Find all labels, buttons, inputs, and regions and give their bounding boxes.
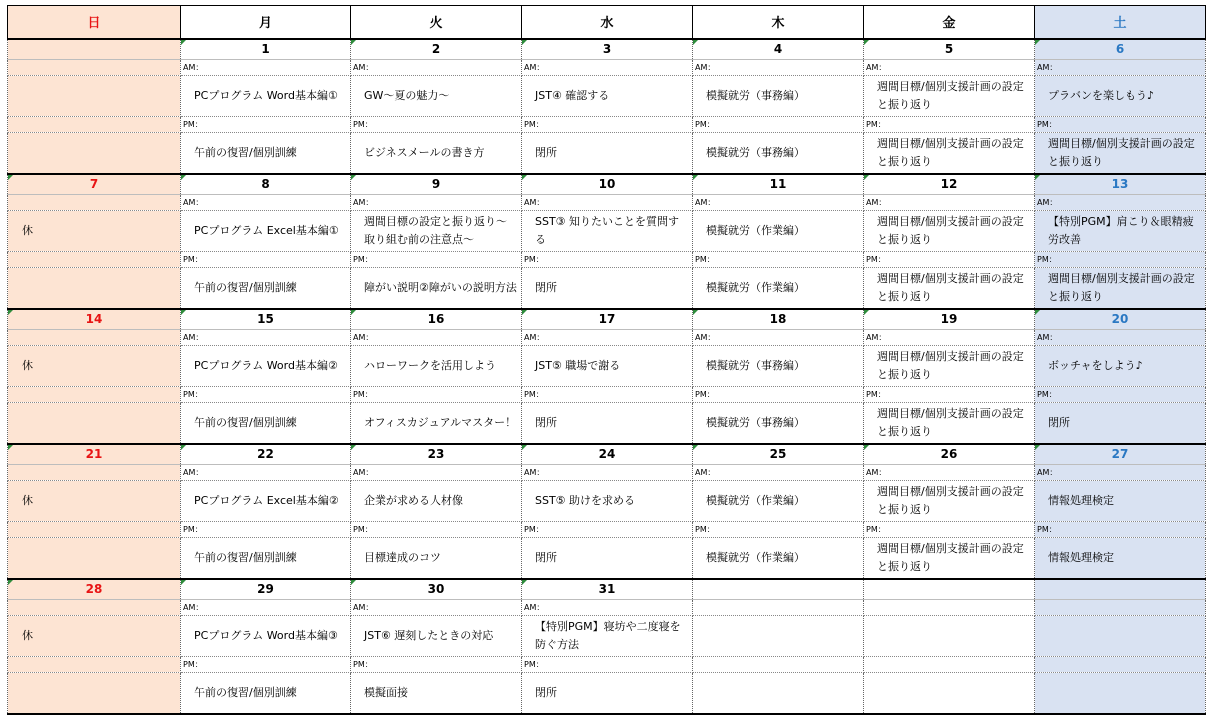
am-label-cell-thu[interactable]: AM： [693,60,864,76]
am-activity-cell-tue[interactable]: 企業が求める人材像 [351,481,522,522]
pm-activity-cell-mon[interactable]: 午前の復習/個別訓練 [181,268,351,309]
am-activity-cell-fri[interactable]: 週間目標/個別支援計画の設定と振り返り [864,76,1035,117]
pm-label-cell-mon[interactable]: PM： [181,117,351,133]
am-label-cell-sun[interactable] [8,465,181,481]
pm-label-cell-sat[interactable]: PM： [1035,387,1206,403]
pm-label-cell-sun[interactable] [8,522,181,538]
date-cell-tue[interactable]: 2 [351,39,522,60]
am-label-cell-sat[interactable]: AM： [1035,465,1206,481]
am-activity-cell-wed[interactable]: SST③ 知りたいことを質問する [522,211,693,252]
pm-activity-cell-thu[interactable]: 模擬就労（事務編） [693,403,864,444]
pm-label-cell-thu[interactable]: PM： [693,117,864,133]
am-activity-cell-wed[interactable]: JST④ 確認する [522,76,693,117]
week-2-dates-row [8,174,1206,195]
weekday-header-tue[interactable]: 火 [351,6,522,39]
pm-activity-cell-sat[interactable]: 情報処理検定 [1035,538,1206,579]
pm-label-cell-wed[interactable]: PM： [522,522,693,538]
date-cell-tue[interactable]: 9 [351,174,522,195]
am-activity-cell-thu[interactable]: 模擬就労（作業編） [693,481,864,522]
am-label-cell-thu[interactable]: AM： [693,330,864,346]
date-cell-mon[interactable]: 1 [181,39,351,60]
date-cell-fri[interactable]: 5 [864,39,1035,60]
am-label-cell-thu[interactable]: AM： [693,465,864,481]
pm-activity-cell-fri[interactable]: 週間目標/個別支援計画の設定と振り返り [864,538,1035,579]
date-cell-wed[interactable]: 31 [522,579,693,600]
am-label-cell-thu[interactable]: AM： [693,195,864,211]
pm-label-cell-wed[interactable]: PM： [522,117,693,133]
am-activity-cell-thu[interactable]: 模擬就労（事務編） [693,76,864,117]
am-activity-cell-fri[interactable]: 週間目標/個別支援計画の設定と振り返り [864,211,1035,252]
week-3-pm-row [8,403,1206,444]
pm-activity-cell-sun[interactable] [8,403,181,444]
am-activity-cell-tue[interactable]: 週間目標の設定と振り返り～取り組む前の注意点～ [351,211,522,252]
pm-activity-cell-sun[interactable] [8,538,181,579]
am-activity-cell-fri[interactable]: 週間目標/個別支援計画の設定と振り返り [864,346,1035,387]
pm-activity-cell-thu[interactable]: 模擬就労（作業編） [693,538,864,579]
date-cell-thu[interactable]: 4 [693,39,864,60]
date-cell-wed[interactable]: 10 [522,174,693,195]
pm-label-cell-sun[interactable] [8,387,181,403]
pm-activity-cell-sun[interactable] [8,268,181,309]
pm-label-cell-fri[interactable] [864,657,1035,673]
week-2-pm-row [8,268,1206,309]
monthly-schedule-calendar [7,5,1205,715]
am-label-cell-thu[interactable] [693,600,864,616]
pm-activity-cell-fri[interactable] [864,673,1035,714]
pm-activity-cell-mon[interactable]: 午前の復習/個別訓練 [181,673,351,714]
am-activity-cell-mon[interactable]: PCプログラム Excel基本編① [181,211,351,252]
pm-activity-cell-sun[interactable] [8,673,181,714]
date-cell-tue[interactable]: 30 [351,579,522,600]
pm-activity-cell-tue[interactable]: オフィスカジュアルマスター！ [351,403,522,444]
pm-label-cell-mon[interactable]: PM： [181,657,351,673]
pm-label-cell-wed[interactable]: PM： [522,387,693,403]
date-cell-wed[interactable]: 3 [522,39,693,60]
pm-label-cell-tue[interactable]: PM： [351,117,522,133]
pm-label-cell-sat[interactable]: PM： [1035,117,1206,133]
am-label-cell-wed[interactable]: AM： [522,330,693,346]
pm-activity-cell-mon[interactable]: 午前の復習/個別訓練 [181,403,351,444]
am-activity-cell-sat[interactable]: 情報処理検定 [1035,481,1206,522]
week-5-am-labels-row [8,600,1206,616]
date-cell-mon[interactable]: 22 [181,444,351,465]
week-1-pm-row [8,133,1206,174]
am-activity-cell-mon[interactable]: PCプログラム Word基本編③ [181,616,351,657]
date-cell-sun[interactable]: 7 [8,174,181,195]
date-cell-thu[interactable] [693,579,864,600]
pm-label-cell-tue[interactable]: PM： [351,252,522,268]
calendar-table [7,5,1206,715]
am-activity-cell-sun[interactable]: 休 [8,346,181,387]
am-activity-cell-thu[interactable]: 模擬就労（事務編） [693,346,864,387]
week-4-dates-row [8,444,1206,465]
week-5-pm-row [8,673,1206,714]
week-5-dates-row [8,579,1206,600]
date-cell-thu[interactable]: 11 [693,174,864,195]
pm-label-cell-sat[interactable] [1035,657,1206,673]
am-label-cell-fri[interactable]: AM： [864,60,1035,76]
am-label-cell-sat[interactable]: AM： [1035,60,1206,76]
am-label-cell-sat[interactable]: AM： [1035,195,1206,211]
am-label-cell-mon[interactable]: AM： [181,465,351,481]
pm-label-cell-fri[interactable]: PM： [864,387,1035,403]
pm-label-cell-thu[interactable]: PM： [693,252,864,268]
date-cell-sat[interactable]: 27 [1035,444,1206,465]
am-activity-cell-thu[interactable] [693,616,864,657]
date-cell-sun[interactable]: 14 [8,309,181,330]
am-activity-cell-sun[interactable] [8,76,181,117]
pm-activity-cell-thu[interactable]: 模擬就労（作業編） [693,268,864,309]
pm-activity-cell-thu[interactable]: 模擬就労（事務編） [693,133,864,174]
pm-activity-cell-sat[interactable] [1035,673,1206,714]
date-cell-mon[interactable]: 8 [181,174,351,195]
am-activity-cell-mon[interactable]: PCプログラム Excel基本編② [181,481,351,522]
pm-activity-cell-tue[interactable]: 目標達成のコツ [351,538,522,579]
pm-activity-cell-mon[interactable]: 午前の復習/個別訓練 [181,538,351,579]
am-label-cell-mon[interactable]: AM： [181,600,351,616]
week-4-am-labels-row [8,465,1206,481]
date-cell-fri[interactable]: 12 [864,174,1035,195]
am-activity-cell-fri[interactable]: 週間目標/個別支援計画の設定と振り返り [864,481,1035,522]
am-label-cell-sun[interactable] [8,195,181,211]
date-cell-mon[interactable]: 29 [181,579,351,600]
pm-label-cell-wed[interactable]: PM： [522,657,693,673]
date-cell-sun[interactable]: 28 [8,579,181,600]
pm-label-cell-sat[interactable]: PM： [1035,252,1206,268]
pm-label-cell-sun[interactable] [8,252,181,268]
am-label-cell-sun[interactable] [8,600,181,616]
am-activity-cell-tue[interactable]: ハローワークを活用しよう [351,346,522,387]
pm-label-cell-mon[interactable]: PM： [181,387,351,403]
am-activity-cell-sat[interactable]: プラバンを楽しもう♪ [1035,76,1206,117]
pm-label-cell-sat[interactable]: PM： [1035,522,1206,538]
am-label-cell-tue[interactable]: AM： [351,195,522,211]
week-2-am-row [8,211,1206,252]
weekday-header-row [8,6,1206,39]
pm-activity-cell-sat[interactable]: 週間目標/個別支援計画の設定と振り返り [1035,133,1206,174]
am-label-cell-wed[interactable]: AM： [522,195,693,211]
am-label-cell-sat[interactable] [1035,600,1206,616]
date-cell-sat[interactable]: 20 [1035,309,1206,330]
weekday-header-fri[interactable]: 金 [864,6,1035,39]
date-cell-sat[interactable] [1035,579,1206,600]
pm-label-cell-fri[interactable]: PM： [864,252,1035,268]
pm-activity-cell-sat[interactable]: 週間目標/個別支援計画の設定と振り返り [1035,268,1206,309]
am-label-cell-fri[interactable] [864,600,1035,616]
pm-activity-cell-mon[interactable]: 午前の復習/個別訓練 [181,133,351,174]
date-cell-sat[interactable]: 13 [1035,174,1206,195]
am-activity-cell-wed[interactable]: JST⑤ 職場で謝る [522,346,693,387]
am-activity-cell-sat[interactable]: 【特別PGM】肩こり＆眼精疲労改善 [1035,211,1206,252]
pm-activity-cell-wed[interactable]: 閉所 [522,268,693,309]
week-3-am-row [8,346,1206,387]
am-label-cell-tue[interactable]: AM： [351,330,522,346]
pm-activity-cell-sun[interactable] [8,133,181,174]
pm-label-cell-sun[interactable] [8,657,181,673]
am-label-cell-sun[interactable] [8,60,181,76]
pm-label-cell-fri[interactable]: PM： [864,522,1035,538]
pm-activity-cell-wed[interactable]: 閉所 [522,133,693,174]
am-label-cell-fri[interactable]: AM： [864,465,1035,481]
date-cell-fri[interactable] [864,579,1035,600]
am-label-cell-tue[interactable]: AM： [351,600,522,616]
pm-label-cell-tue[interactable]: PM： [351,657,522,673]
pm-label-cell-sun[interactable] [8,117,181,133]
pm-activity-cell-fri[interactable]: 週間目標/個別支援計画の設定と振り返り [864,403,1035,444]
am-activity-cell-sun[interactable]: 休 [8,616,181,657]
weekday-header-wed[interactable]: 水 [522,6,693,39]
date-cell-fri[interactable]: 26 [864,444,1035,465]
week-2-pm-labels-row [8,252,1206,268]
date-cell-wed[interactable]: 17 [522,309,693,330]
pm-activity-cell-tue[interactable]: ビジネスメールの書き方 [351,133,522,174]
am-activity-cell-sat[interactable] [1035,616,1206,657]
pm-activity-cell-fri[interactable]: 週間目標/個別支援計画の設定と振り返り [864,268,1035,309]
am-activity-cell-wed[interactable]: SST⑤ 助けを求める [522,481,693,522]
am-activity-cell-tue[interactable]: GW～夏の魅力～ [351,76,522,117]
weekday-header-sun[interactable]: 日 [8,6,181,39]
pm-label-cell-thu[interactable] [693,657,864,673]
date-cell-tue[interactable]: 23 [351,444,522,465]
week-1-am-labels-row [8,60,1206,76]
am-activity-cell-tue[interactable]: JST⑥ 遅刻したときの対応 [351,616,522,657]
date-cell-mon[interactable]: 15 [181,309,351,330]
pm-label-cell-fri[interactable]: PM： [864,117,1035,133]
week-3-pm-labels-row [8,387,1206,403]
week-5-pm-labels-row [8,657,1206,673]
am-activity-cell-sun[interactable]: 休 [8,211,181,252]
am-activity-cell-wed[interactable]: 【特別PGM】寝坊や二度寝を防ぐ方法 [522,616,693,657]
am-activity-cell-thu[interactable]: 模擬就労（作業編） [693,211,864,252]
date-cell-sun[interactable] [8,39,181,60]
am-label-cell-sat[interactable]: AM： [1035,330,1206,346]
week-1-dates-row [8,39,1206,60]
am-activity-cell-mon[interactable]: PCプログラム Word基本編② [181,346,351,387]
week-4-am-row [8,481,1206,522]
week-3-dates-row [8,309,1206,330]
date-cell-thu[interactable]: 25 [693,444,864,465]
pm-label-cell-wed[interactable]: PM： [522,252,693,268]
am-activity-cell-mon[interactable]: PCプログラム Word基本編① [181,76,351,117]
weekday-header-mon[interactable]: 月 [181,6,351,39]
pm-activity-cell-tue[interactable]: 障がい説明②障がいの説明方法 [351,268,522,309]
date-cell-wed[interactable]: 24 [522,444,693,465]
pm-activity-cell-thu[interactable] [693,673,864,714]
am-activity-cell-sat[interactable]: ボッチャをしよう♪ [1035,346,1206,387]
date-cell-tue[interactable]: 16 [351,309,522,330]
am-label-cell-wed[interactable]: AM： [522,600,693,616]
pm-label-cell-thu[interactable]: PM： [693,522,864,538]
date-cell-sat[interactable]: 6 [1035,39,1206,60]
pm-activity-cell-tue[interactable]: 模擬面接 [351,673,522,714]
week-1-am-row [8,76,1206,117]
pm-activity-cell-wed[interactable]: 閉所 [522,673,693,714]
weekday-header-sat[interactable]: 土 [1035,6,1206,39]
pm-label-cell-mon[interactable]: PM： [181,252,351,268]
am-label-cell-tue[interactable]: AM： [351,465,522,481]
pm-label-cell-tue[interactable]: PM： [351,387,522,403]
am-label-cell-wed[interactable]: AM： [522,465,693,481]
am-label-cell-sun[interactable] [8,330,181,346]
pm-label-cell-thu[interactable]: PM： [693,387,864,403]
am-activity-cell-sun[interactable]: 休 [8,481,181,522]
week-3-am-labels-row [8,330,1206,346]
week-4-pm-labels-row [8,522,1206,538]
am-label-cell-wed[interactable]: AM： [522,60,693,76]
date-cell-thu[interactable]: 18 [693,309,864,330]
am-label-cell-mon[interactable]: AM： [181,195,351,211]
week-5-am-row [8,616,1206,657]
pm-label-cell-tue[interactable]: PM： [351,522,522,538]
pm-activity-cell-wed[interactable]: 閉所 [522,403,693,444]
week-4-pm-row [8,538,1206,579]
pm-activity-cell-fri[interactable]: 週間目標/個別支援計画の設定と振り返り [864,133,1035,174]
weekday-header-thu[interactable]: 木 [693,6,864,39]
am-label-cell-mon[interactable]: AM： [181,60,351,76]
date-cell-fri[interactable]: 19 [864,309,1035,330]
week-2-am-labels-row [8,195,1206,211]
am-activity-cell-fri[interactable] [864,616,1035,657]
am-label-cell-fri[interactable]: AM： [864,195,1035,211]
week-1-pm-labels-row [8,117,1206,133]
date-cell-sun[interactable]: 21 [8,444,181,465]
am-label-cell-tue[interactable]: AM： [351,60,522,76]
am-label-cell-fri[interactable]: AM： [864,330,1035,346]
pm-label-cell-mon[interactable]: PM： [181,522,351,538]
pm-activity-cell-wed[interactable]: 閉所 [522,538,693,579]
am-label-cell-mon[interactable]: AM： [181,330,351,346]
pm-activity-cell-sat[interactable]: 閉所 [1035,403,1206,444]
